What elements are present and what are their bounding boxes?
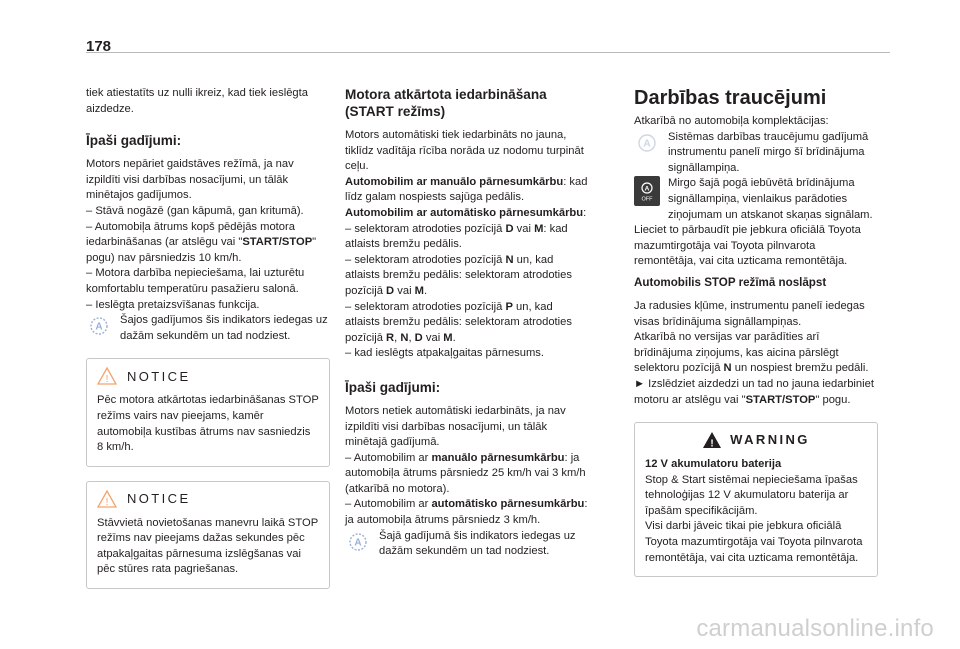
off-button-text: Mirgo šajā pogā iebūvētā brīdinājuma signāllampiņa, vienlaikus parādoties ziņojumam un atskanot skaņas signālam. bbox=[668, 177, 873, 221]
list-item: – selektoram atrodoties pozīcijā P un, kad atlaists bremžu pedālis: selektoram atrodoties pozīcijā R, N, D vai M. bbox=[345, 300, 572, 344]
warning-title: WARNING bbox=[730, 432, 810, 448]
svg-text:!: ! bbox=[105, 496, 109, 508]
notice-title: NOTICE bbox=[127, 490, 191, 506]
list-item: – Ieslēgta pretaizsvīšanas funkcija. bbox=[86, 298, 260, 311]
stop-mode-stall-heading: Automobilis STOP režīmā noslāpst bbox=[634, 275, 827, 289]
warning-triangle-icon bbox=[702, 431, 722, 449]
warning-text: Stop & Start sistēmai nepieciešama īpašas tehnoloģijas 12 V akumulatoru baterija ar īpašām specifikācijām. bbox=[645, 473, 858, 517]
special-cases-text: Motors netiek automātiski iedarbināts, ja nav izpildīti visi darbības nosacījumi, un tālāk minētajā gadījumā. bbox=[345, 404, 566, 449]
notice-text: Stāvvietā novietošanas manevru laikā STOP režīms nav pieejams dažas sekundes pēc atpakaļgaitas pārnesuma izslēgšanas vai pēc stūres rata pagriešanas. bbox=[97, 516, 318, 576]
warning-text-2: Visi darbi jāveic tikai pie jebkura oficiālā Toyota mazumtirgotāja vai Toyota pilnvarota remontētāja, vai cita uzticama remontētāja. bbox=[645, 520, 863, 564]
column-3 bbox=[634, 86, 878, 577]
indicator-note bbox=[86, 313, 330, 344]
notice-box-1 bbox=[86, 358, 330, 466]
dealer-text: Lieciet to pārbaudīt pie jebkura oficiālā Toyota mazumtirgotāja vai Toyota pilnvarota remontētāja, vai cita uzticama remontētāja. bbox=[634, 224, 861, 268]
svg-text:A: A bbox=[354, 537, 362, 549]
header-rule bbox=[86, 52, 890, 53]
warning-box bbox=[634, 422, 878, 577]
svg-text:!: ! bbox=[710, 438, 714, 450]
stop-start-off-button-icon bbox=[634, 176, 660, 206]
malfunction-intro: Atkarībā no automobiļa komplektācijas: bbox=[634, 115, 829, 127]
notice-text: Pēc motora atkārtotas iedarbināšanas STOP režīms vairs nav pieejams, kamēr automobiļa kustības ātrums nav sasniedzis 8 km/h. bbox=[97, 394, 319, 454]
svg-text:!: ! bbox=[105, 374, 109, 386]
page-number: 178 bbox=[86, 38, 112, 55]
svg-text:A: A bbox=[95, 321, 103, 333]
list-item: – Stāvā nogāzē (gan kāpumā, gan kritumā). bbox=[86, 204, 304, 217]
action-step: ► Izslēdziet aizdedzi un tad no jauna iedarbiniet motoru ar atslēgu vai "START/STOP" pogu. bbox=[634, 377, 874, 406]
column-1 bbox=[86, 86, 330, 589]
auto-gearbox-text: Automobilim ar automātisko pārnesumkārbu: bbox=[345, 206, 587, 219]
column-2 bbox=[345, 86, 589, 560]
list-item: – Automobiļa ātrums kopš pēdējās motora iedarbināšanas (ar atslēgu vai "START/STOP" pogu) nav pārsniedzis 10 km/h. bbox=[86, 220, 317, 264]
warning-lamp-note bbox=[634, 130, 878, 177]
stop-start-indicator-icon bbox=[345, 529, 371, 555]
svg-text:A: A bbox=[643, 138, 651, 150]
watermark: carmanualsonline.info bbox=[696, 615, 934, 642]
list-item: – Automobilim ar manuālo pārnesumkārbu: ja automobiļa ātrums pārsniedz 25 km/h vai 3 km/h (atkarībā no motora). bbox=[345, 451, 586, 495]
notice-box-2 bbox=[86, 481, 330, 589]
off-button-note bbox=[634, 176, 878, 223]
malfunction-heading: Darbības traucējumi bbox=[634, 87, 827, 109]
intro-text: tiek atiestatīts uz nulli ikreiz, kad tiek ieslēgta aizdedze. bbox=[86, 87, 308, 115]
indicator-note bbox=[345, 529, 589, 560]
stop-mode-text-2: Atkarībā no versijas var parādīties arī brīdinājuma ziņojums, kas aicina pārslēgt selektoru pozīcijā N un nospiest bremžu pedāli. bbox=[634, 331, 869, 375]
svg-text:OFF: OFF bbox=[641, 196, 653, 203]
indicator-note-text: Šajos gadījumos šis indikators iedegas uz dažām sekundēm un tad nodziest. bbox=[120, 314, 328, 342]
list-item: – selektoram atrodoties pozīcijā D vai M: kad atlaists bremžu pedālis. bbox=[345, 222, 568, 251]
special-cases-heading: Īpaši gadījumi: bbox=[345, 379, 441, 395]
stop-mode-text: Ja radusies kļūme, instrumentu panelī iedegas visas brīdinājuma signāllampiņas. bbox=[634, 299, 865, 328]
warning-lamp-text: Sistēmas darbības traucējumu gadījumā instrumentu panelī mirgo šī brīdinājuma signāllampiņa. bbox=[668, 130, 869, 174]
notice-triangle-icon bbox=[97, 490, 117, 508]
notice-title: NOTICE bbox=[127, 368, 191, 384]
stop-start-warning-lamp-icon bbox=[634, 130, 660, 156]
special-cases-text: Motors nepāriet gaidstāves režīmā, ja nav izpildīti visi darbības nosacījumi, un tālāk minētajos gadījumos. bbox=[86, 158, 294, 202]
list-item: – selektoram atrodoties pozīcijā N un, kad atlaists bremžu pedālis: selektoram atrodoties pozīcijā D vai M. bbox=[345, 253, 572, 297]
start-mode-heading: Motora atkārtota iedarbināšana (START režīms) bbox=[345, 87, 547, 119]
list-item: – Automobilim ar automātisko pārnesumkārbu: ja automobiļa ātrums pārsniedz 3 km/h. bbox=[345, 498, 588, 527]
start-mode-intro: Motors automātiski tiek iedarbināts no jauna, tiklīdz vadītāja rīcība norāda uz nodomu turpināt ceļu. bbox=[345, 129, 584, 173]
notice-triangle-icon bbox=[97, 367, 117, 385]
svg-text:A: A bbox=[644, 185, 650, 193]
special-cases-heading: Īpaši gadījumi: bbox=[86, 133, 182, 149]
indicator-note-text: Šajā gadījumā šis indikators iedegas uz dažām sekundēm un tad nodziest. bbox=[379, 529, 576, 558]
list-item: – kad ieslēgts atpakaļgaitas pārnesums. bbox=[345, 347, 545, 360]
manual-gearbox-text: Automobilim ar manuālo pārnesumkārbu: kad līdz galam nospiests sajūga pedālis. bbox=[345, 175, 588, 204]
warning-subtitle: 12 V akumulatoru baterija bbox=[645, 458, 782, 471]
stop-start-indicator-icon bbox=[86, 313, 112, 339]
list-item: – Motora darbība nepieciešama, lai uzturētu komfortablu temperatūru pasažieru salonā. bbox=[86, 267, 305, 295]
